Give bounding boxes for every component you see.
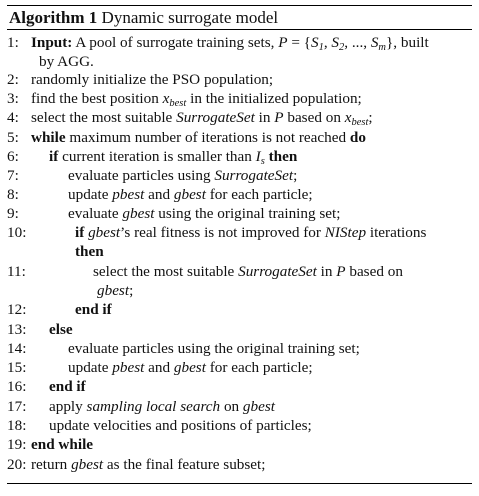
math-term: P bbox=[336, 263, 346, 280]
math-term: SurrogateSet bbox=[176, 109, 255, 126]
subscript: 1 bbox=[318, 42, 324, 53]
text-run: , ..., bbox=[344, 34, 371, 51]
text-run: ’s real fitness is not improved for bbox=[120, 224, 325, 241]
text-run: as the final feature subset; bbox=[103, 456, 266, 473]
text-run: by AGG. bbox=[39, 53, 94, 70]
subscript: best bbox=[169, 98, 187, 109]
line-text bbox=[31, 128, 366, 148]
text-run: return bbox=[31, 456, 72, 473]
math-term: gbest bbox=[173, 186, 206, 203]
text-run: }, built bbox=[386, 34, 429, 51]
line-number: 20: bbox=[7, 456, 27, 473]
math-term: gbest bbox=[97, 282, 130, 299]
math-term: gbest bbox=[173, 359, 206, 376]
line-number: 19: bbox=[7, 436, 27, 453]
text-run: using the original training set; bbox=[154, 205, 341, 222]
text-run: evaluate particles using the original training set; bbox=[68, 340, 360, 357]
math-term: x bbox=[344, 109, 352, 126]
line-text bbox=[49, 320, 73, 340]
text-run: find the best position bbox=[31, 90, 163, 107]
text-run: , bbox=[323, 34, 332, 51]
line-text bbox=[75, 223, 426, 243]
keyword: if bbox=[75, 224, 85, 241]
line-text bbox=[68, 166, 297, 186]
text-run: on bbox=[220, 398, 243, 415]
text-run: select the most suitable bbox=[31, 109, 177, 126]
text-run: select the most suitable bbox=[93, 263, 239, 280]
line-text bbox=[68, 358, 313, 378]
math-term: SurrogateSet bbox=[214, 167, 294, 184]
text-run: and bbox=[144, 359, 174, 376]
line-text bbox=[31, 435, 93, 455]
text-run: A pool of surrogate training sets, bbox=[72, 34, 279, 51]
line-text bbox=[31, 70, 273, 90]
line-number: 14: bbox=[7, 340, 27, 357]
line-text bbox=[31, 455, 266, 475]
text-run: update velocities and positions of particles; bbox=[49, 417, 312, 434]
keyword: else bbox=[49, 321, 73, 338]
text-run: based on bbox=[345, 263, 403, 280]
math-term: gbest bbox=[122, 205, 155, 222]
line-number: 7: bbox=[7, 167, 19, 184]
text-run: update bbox=[68, 359, 113, 376]
math-term: sampling local search bbox=[86, 398, 221, 415]
math-term: NIStep bbox=[324, 224, 367, 241]
line-text bbox=[49, 397, 275, 417]
line-text bbox=[39, 52, 94, 72]
line-number: 11: bbox=[7, 263, 26, 280]
line-text bbox=[97, 281, 133, 301]
math-term: gbest bbox=[242, 398, 275, 415]
subscript: best bbox=[351, 117, 369, 128]
keyword: do bbox=[349, 129, 366, 146]
line-text bbox=[75, 300, 112, 320]
math-term: pbest bbox=[112, 359, 145, 376]
line-number: 2: bbox=[7, 71, 19, 88]
math-term: P bbox=[274, 109, 284, 126]
math-term: S bbox=[370, 34, 379, 51]
caption-rule bbox=[7, 29, 472, 30]
text-run: randomly initialize the PSO population; bbox=[31, 71, 274, 88]
algorithm-label: Algorithm 1 bbox=[9, 8, 98, 27]
line-text bbox=[68, 185, 313, 205]
text-run: apply bbox=[49, 398, 87, 415]
text-run: in bbox=[316, 263, 337, 280]
line-text bbox=[68, 339, 360, 359]
text-run: maximum number of iterations is not reached bbox=[65, 129, 350, 146]
math-term: S bbox=[310, 34, 319, 51]
math-term: SurrogateSet bbox=[238, 263, 317, 280]
line-number: 10: bbox=[7, 224, 27, 241]
subscript: 2 bbox=[339, 42, 345, 53]
math-term: P bbox=[278, 34, 288, 51]
line-number: 9: bbox=[7, 205, 19, 222]
math-term: x bbox=[162, 90, 170, 107]
text-run: ; bbox=[293, 167, 298, 184]
algorithm-caption bbox=[7, 6, 472, 29]
math-term: pbest bbox=[112, 186, 145, 203]
text-run: ; bbox=[368, 109, 373, 126]
line-number: 8: bbox=[7, 186, 19, 203]
text-run: based on bbox=[283, 109, 345, 126]
math-term: gbest bbox=[88, 224, 121, 241]
line-number: 5: bbox=[7, 129, 19, 146]
bottom-rule bbox=[7, 483, 472, 484]
text-run: iterations bbox=[366, 224, 427, 241]
text-run: in bbox=[254, 109, 275, 126]
math-term: gbest bbox=[71, 456, 104, 473]
text-run: ; bbox=[129, 282, 134, 299]
text-run: evaluate particles using bbox=[68, 167, 215, 184]
keyword: then bbox=[75, 243, 104, 260]
keyword: end if bbox=[75, 301, 112, 318]
text-run: for each particle; bbox=[205, 359, 313, 376]
line-text bbox=[49, 377, 86, 397]
math-term: S bbox=[331, 34, 339, 51]
subscript: m bbox=[378, 42, 387, 53]
line-text bbox=[93, 262, 403, 282]
algorithm-block bbox=[7, 5, 472, 473]
line-number: 16: bbox=[7, 378, 27, 395]
algorithm-title: Dynamic surrogate model bbox=[101, 8, 279, 27]
text-run: evaluate bbox=[68, 205, 123, 222]
line-number: 4: bbox=[7, 109, 19, 126]
line-number: 17: bbox=[7, 398, 27, 415]
text-run: in the initialized population; bbox=[186, 90, 362, 107]
line-text bbox=[75, 242, 104, 262]
subscript: s bbox=[260, 156, 265, 167]
line-number: 3: bbox=[7, 90, 19, 107]
line-number: 1: bbox=[7, 34, 19, 51]
line-number: 6: bbox=[7, 148, 19, 165]
text-run: = { bbox=[287, 34, 311, 51]
line-number: 15: bbox=[7, 359, 27, 376]
keyword: Input: bbox=[31, 34, 73, 51]
text-run: and bbox=[144, 186, 174, 203]
text-run: current iteration is smaller than bbox=[58, 148, 256, 165]
text-run: for each particle; bbox=[205, 186, 313, 203]
line-text bbox=[49, 416, 312, 436]
line-number: 18: bbox=[7, 417, 27, 434]
keyword: then bbox=[264, 148, 298, 165]
line-number: 13: bbox=[7, 321, 27, 338]
keyword: end while bbox=[31, 436, 94, 453]
keyword: end if bbox=[49, 378, 86, 395]
keyword: if bbox=[49, 148, 59, 165]
math-term: I bbox=[255, 148, 261, 165]
text-run: update bbox=[68, 186, 113, 203]
line-text bbox=[68, 204, 340, 224]
keyword: while bbox=[31, 129, 66, 146]
line-number: 12: bbox=[7, 301, 27, 318]
